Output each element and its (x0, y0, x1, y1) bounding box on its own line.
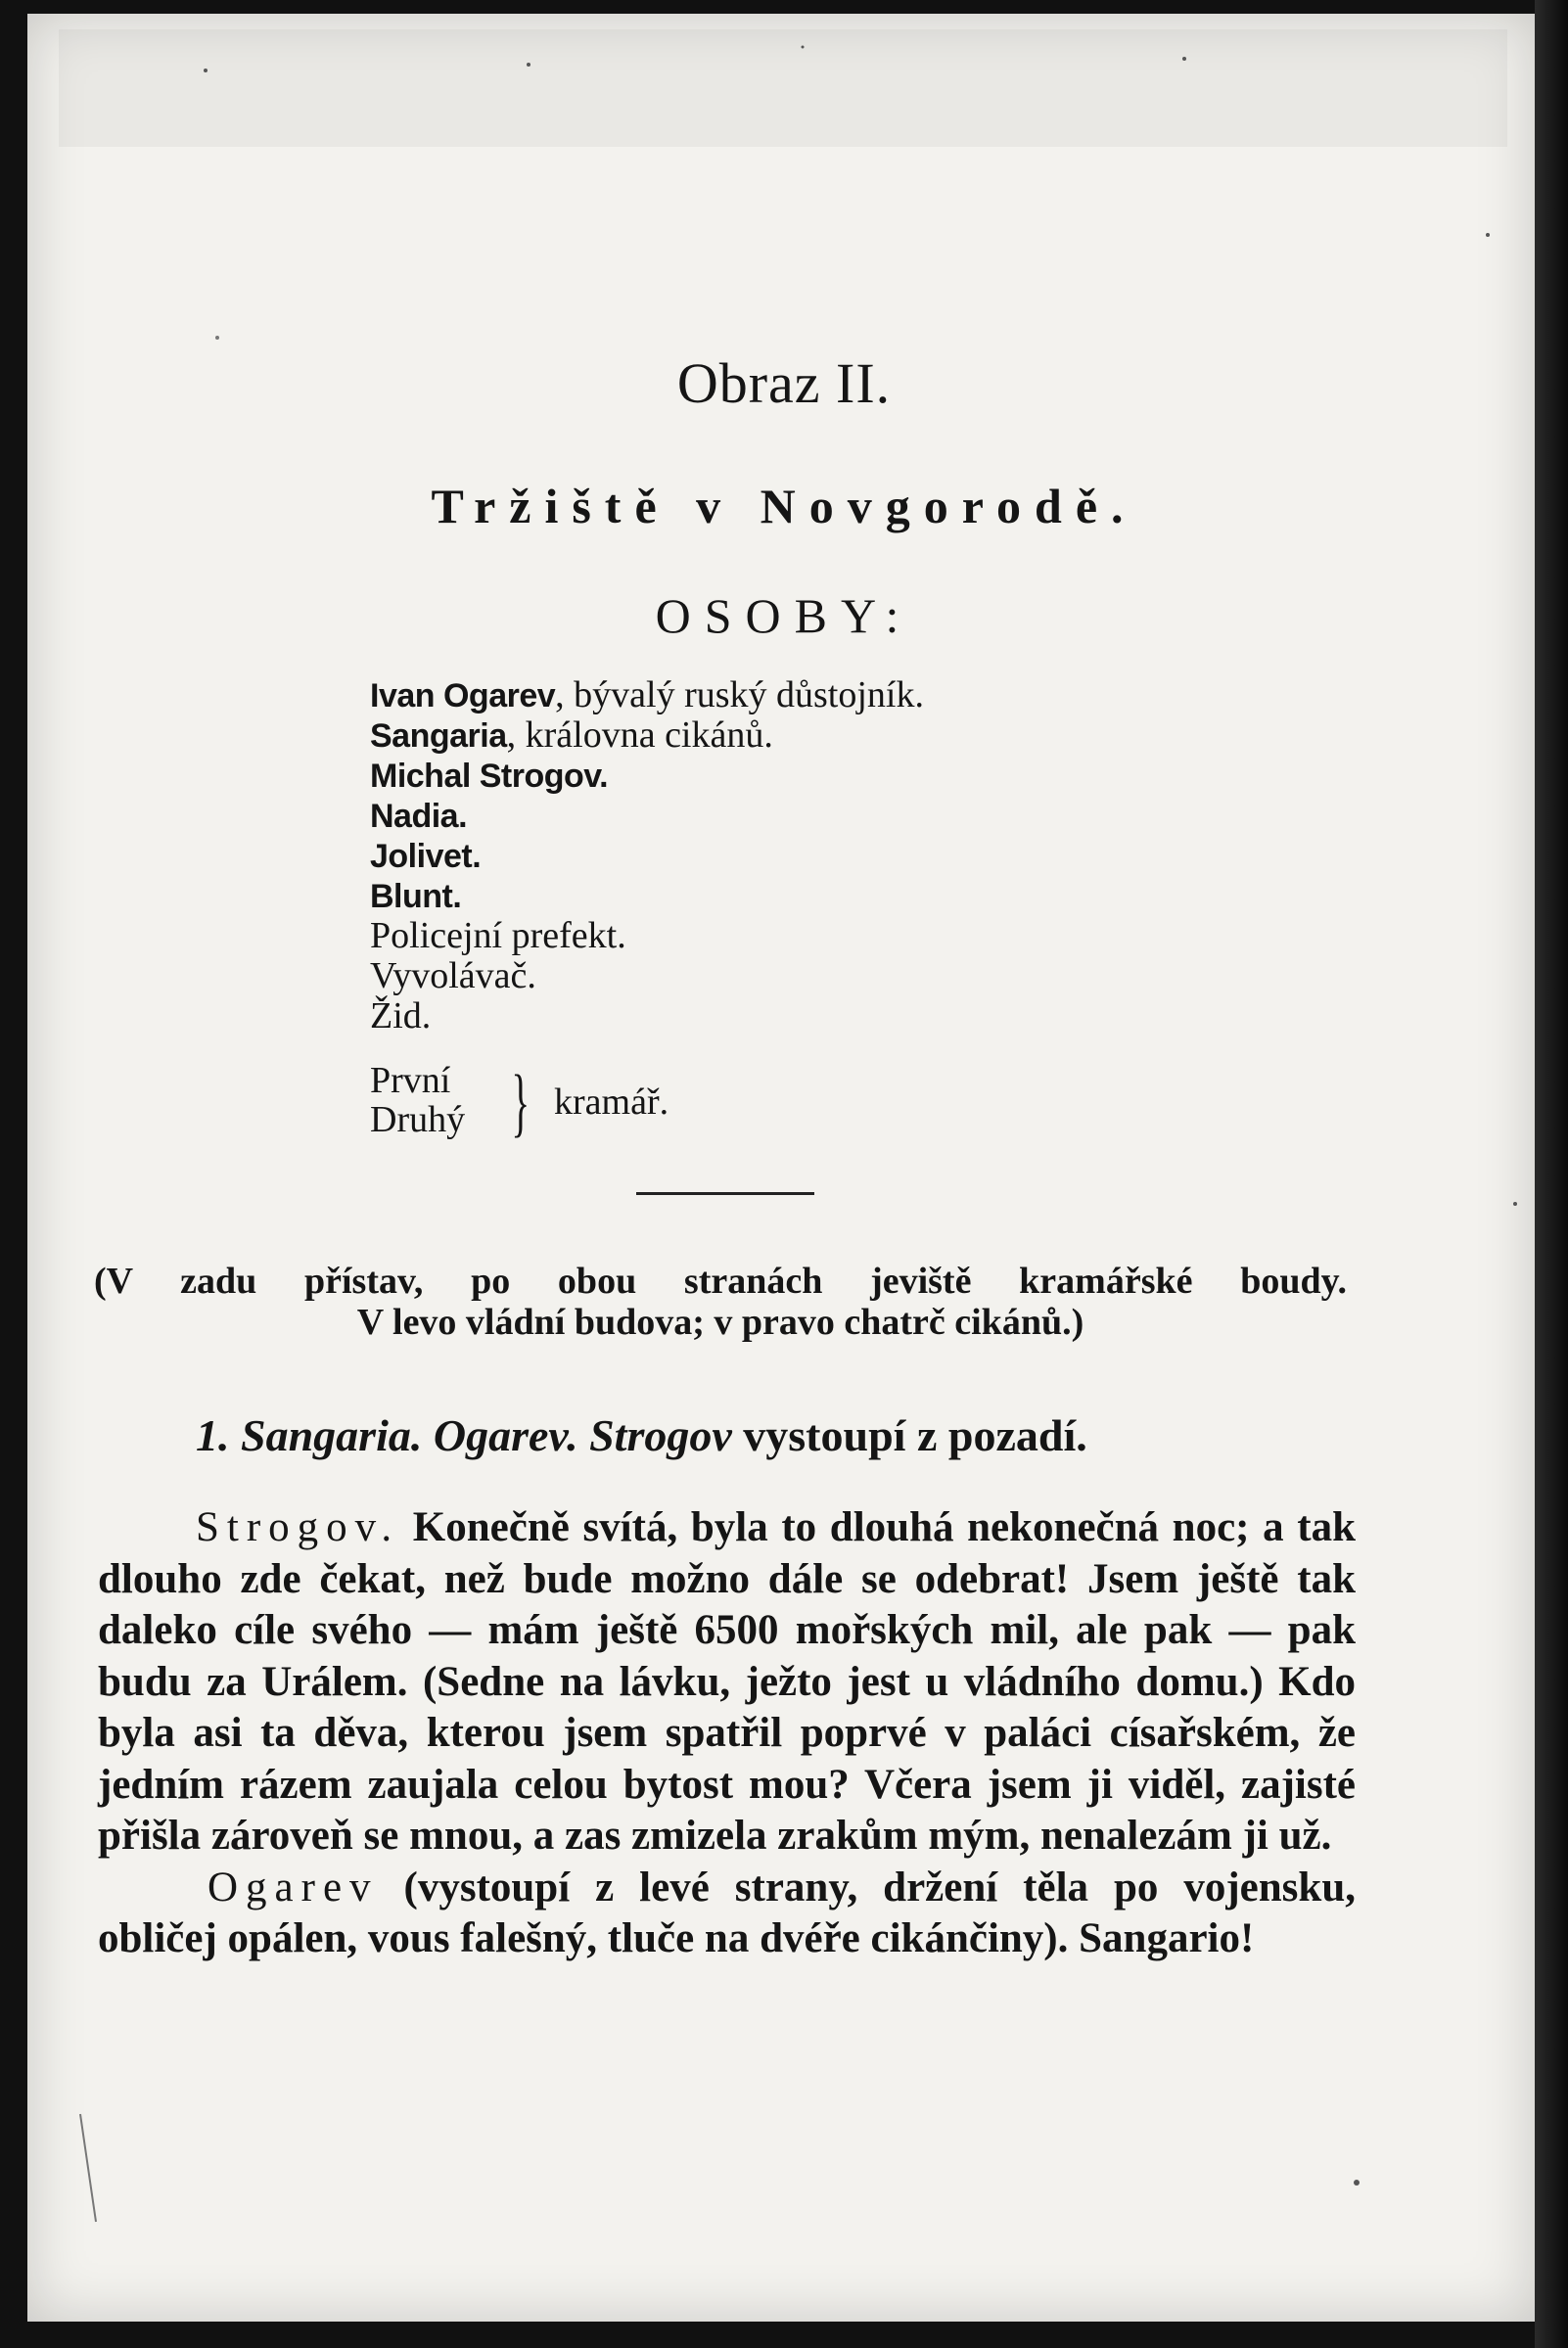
speech-text: Konečně svítá, byla to dlouhá nekonečná noc; a tak dlouho zde čekat, než bude možno dále se odebrat! Jsem ještě tak daleko cíle svého — mám ještě 6500 mořských mil, ale pak — pak budu za Urálem. (Sedne na lávku, ježto jest u vládního domu.) Kdo byla asi ta děva, kterou jsem spatřil poprvé v paláci císařském, že jedním rázem zaujala celou bytost mou? Včera jsem ji viděl, zajisté přišla zároveň se mnou, a zas zmizela zrakům mým, nenalezám ji už. (98, 1504, 1356, 1859)
stage-direction-line: (V zadu přístav, po obou stranách jeviště kramářské boudy. (94, 1261, 1347, 1302)
merchants-group (370, 1059, 669, 1144)
scene-number: 1. (196, 1410, 230, 1460)
stage-direction-line: V levo vládní budova; v pravo chatrč cikánů.) (356, 1302, 1084, 1343)
speaker-name: Ogarev (208, 1864, 379, 1911)
cast-role: Blunt. (370, 878, 462, 915)
speech-text: (vystoupí z levé strany, držení těla po vojensku, obličej opálen, vous falešný, tluče na dvéře cikánčiny). Sangario! (98, 1864, 1356, 1961)
cast-role: Michal Strogov. (370, 758, 609, 795)
speaker-name: Strogov. (196, 1504, 400, 1550)
cast-desc: Vyvolávač. (370, 955, 536, 996)
cast-role: Jolivet. (370, 838, 482, 875)
cast-role: Ivan Ogarev (370, 677, 556, 714)
cast-item (370, 836, 924, 876)
cast-desc: , královna cikánů. (506, 714, 773, 756)
cast-item (370, 756, 924, 796)
scene-location-heading: Tržiště v Novgorodě. (431, 479, 1137, 533)
cast-item (370, 876, 924, 916)
merchant-first: První (370, 1060, 451, 1101)
cast-item (370, 956, 924, 996)
cast-item (370, 675, 924, 715)
merchant-second: Druhý (370, 1099, 466, 1140)
merchant-brace: } (511, 1059, 530, 1144)
act-title: Obraz II. (676, 351, 892, 415)
cast-list (370, 675, 924, 1036)
cast-desc: , bývalý ruský důstojník. (555, 674, 924, 715)
cast-item (370, 715, 924, 756)
cast-item (370, 996, 924, 1036)
scene-characters: Sangaria. Ogarev. Strogov (241, 1410, 732, 1460)
cast-desc: Policejní prefekt. (370, 915, 626, 956)
scene-action: vystoupí z pozadí. (743, 1410, 1087, 1460)
cast-item (370, 916, 924, 956)
persons-heading: OSOBY: (655, 588, 913, 643)
cast-item (370, 796, 924, 836)
merchant-label: kramář. (554, 1082, 669, 1123)
dialogue-paragraph (98, 1863, 1356, 1965)
cast-role: Nadia. (370, 798, 468, 835)
cast-desc: Žid. (370, 995, 432, 1036)
merchant-names (370, 1061, 465, 1139)
dialogue-body (98, 1502, 1356, 1965)
dialogue-paragraph (98, 1502, 1356, 1863)
section-divider (636, 1192, 814, 1195)
scene-heading (196, 1409, 1087, 1461)
cast-role: Sangaria (370, 717, 507, 755)
stage-direction (94, 1261, 1347, 1343)
